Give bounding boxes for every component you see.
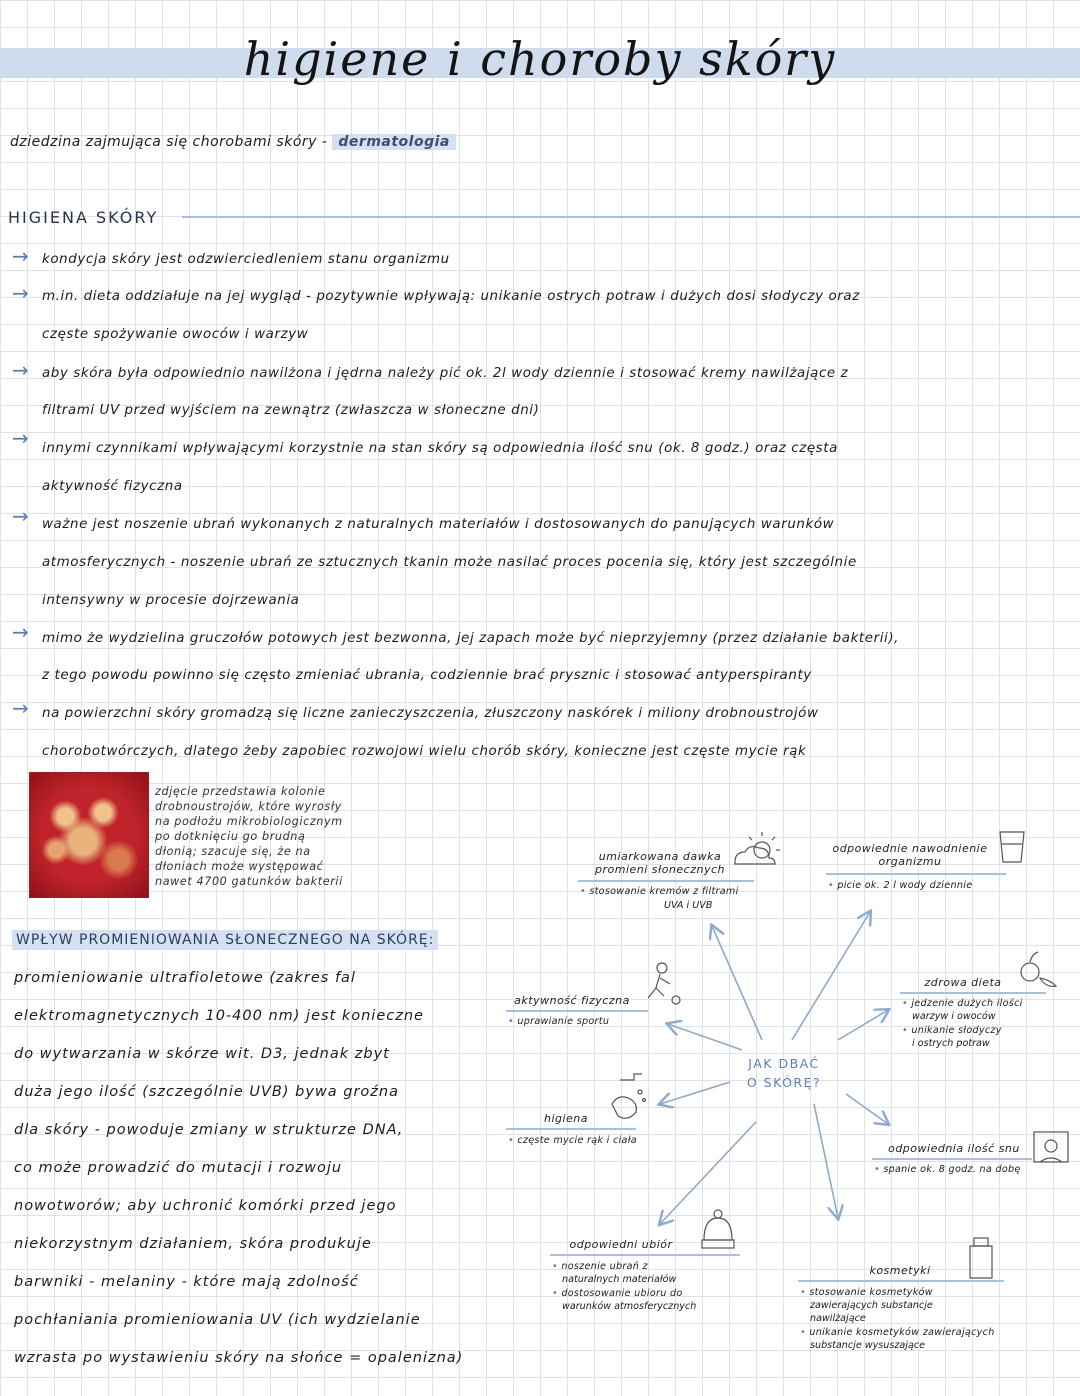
photo-caption-line: dłonią; szacuje się, że na	[155, 845, 311, 858]
hygiene-line: chorobotwórczych, dlatego żeby zapobiec rozwojowi wielu chorób skóry, konieczne jest częste mycie rąk	[42, 744, 807, 759]
node-water-title	[828, 842, 992, 868]
page-title: higiene i choroby skóry	[243, 32, 837, 86]
arrow-to-clothes	[660, 1122, 756, 1224]
node-clothes-item-cont: naturalnych materiałów	[562, 1274, 677, 1285]
sleep-icon	[1034, 1132, 1068, 1162]
uv-line: pochłaniania promieniowania UV (ich wydzielanie	[14, 1312, 421, 1328]
section-heading-hygiene: HIGIENA SKÓRY	[8, 208, 159, 227]
hygiene-line: kondycja skóry jest odzwierciedleniem stanu organizmu	[42, 252, 450, 267]
arrow-icon: →	[12, 281, 29, 305]
section-heading-uv: WPŁYW PROMIENIOWANIA SŁONECZNEGO NA SKÓRĘ:	[12, 930, 438, 950]
arrow-to-cosmetics	[814, 1104, 838, 1218]
node-rule	[506, 1128, 636, 1130]
node-rule	[578, 880, 754, 882]
node-clothes-item: • dostosowanie ubioru do	[552, 1288, 683, 1299]
photo-caption-line: drobnoustrojów, które wyrosły	[155, 800, 342, 813]
node-rule	[798, 1280, 1004, 1282]
uv-line: barwniki - melaniny - które mają zdolność	[14, 1274, 359, 1290]
node-sleep-item: • spanie ok. 8 godz. na dobę	[874, 1164, 1021, 1175]
uv-line: nowotworów; aby uchronić komórki przed jego	[14, 1198, 397, 1214]
uv-line: co może prowadzić do mutacji i rozwoju	[14, 1160, 343, 1176]
arrow-to-sleep	[846, 1094, 888, 1124]
node-activity-title: aktywność fizyczna	[514, 994, 630, 1007]
node-rule	[826, 873, 1006, 875]
node-hygiene-title: higiena	[543, 1112, 589, 1125]
arrow-icon: →	[12, 504, 29, 528]
arrow-to-hygiene	[660, 1082, 730, 1104]
hygiene-line: m.in. dieta oddziałuje na jej wygląd - pozytywnie wpływają: unikanie ostrych potraw i dużych dosi słodyczy oraz	[42, 289, 860, 304]
hygiene-line: aktywność fizyczna	[42, 479, 183, 494]
hygiene-line: filtrami UV przed wyjściem na zewnątrz (zwłaszcza w słoneczne dni)	[42, 403, 540, 418]
node-diet-item-cont: warzyw i owoców	[912, 1011, 996, 1022]
arrow-to-water	[792, 912, 870, 1040]
mindmap-center-line: O SKÓRĘ?	[746, 1075, 822, 1091]
node-cosmetics-item: • unikanie kosmetyków zawierających	[800, 1327, 995, 1338]
node-cosmetics-item-cont: zawierających substancje	[810, 1300, 933, 1311]
node-rule	[900, 992, 1046, 994]
intro-highlight: dermatologia	[332, 134, 455, 150]
photo-caption-line: na podłożu mikrobiologicznym	[155, 815, 343, 828]
node-clothes-item: • noszenie ubrań z	[552, 1261, 648, 1272]
node-diet-title: zdrowa dieta	[924, 976, 1002, 989]
hat-icon	[702, 1210, 734, 1248]
uv-line: dla skóry - powoduje zmiany w strukturze DNA,	[14, 1122, 404, 1138]
node-title-line: organizmu	[878, 855, 942, 868]
arrow-to-sun	[712, 926, 762, 1040]
node-water-item: • picie ok. 2 l wody dziennie	[828, 880, 972, 891]
hygiene-line: z tego powodu powinno się często zmieniać ubrania, codziennie brać prysznic i stosować antyperspiranty	[42, 668, 812, 683]
hygiene-line: ważne jest noszenie ubrań wykonanych z naturalnych materiałów i dostosowanych do panujących warunków	[42, 517, 835, 532]
uv-line: duża jego ilość (szczególnie UVB) bywa groźna	[14, 1084, 399, 1100]
uv-line: elektromagnetycznych 10-400 nm) jest konieczne	[14, 1008, 424, 1024]
photo-caption-line: po dotknięciu go brudną	[155, 830, 306, 843]
uv-line: promieniowanie ultrafioletowe (zakres fal	[14, 970, 356, 986]
node-diet-item: • unikanie słodyczy	[902, 1025, 1002, 1036]
hygiene-line: atmosferycznych - noszenie ubrań ze sztucznych tkanin może nasilać proces pocenia się, który jest szczególnie	[42, 555, 857, 570]
arrow-icon: →	[12, 426, 29, 450]
photo-caption-line: nawet 4700 gatunków bakterii	[155, 875, 343, 888]
arrow-to-diet	[838, 1010, 888, 1040]
hygiene-line: aby skóra była odpowiednio nawilżona i jędrna należy pić ok. 2l wody dziennie i stosować kremy nawilżające z	[42, 366, 849, 381]
photo-caption-line: zdjęcie przedstawia kolonie	[155, 785, 326, 798]
node-title-line: odpowiednie nawodnienie	[832, 842, 988, 855]
hygiene-line: częste spożywanie owoców i warzyw	[42, 327, 309, 342]
hygiene-line: innymi czynnikami wpływającymi korzystnie na stan skóry są odpowiednia ilość snu (ok. 8 godz.) oraz częsta	[42, 441, 838, 456]
node-rule	[550, 1254, 740, 1256]
node-title-line: umiarkowana dawka	[598, 850, 722, 863]
node-rule	[506, 1010, 648, 1012]
node-cosmetics-title: kosmetyki	[869, 1264, 931, 1277]
photo-caption-line: dłoniach może występować	[155, 860, 324, 873]
arrow-icon: →	[12, 358, 29, 382]
hygiene-line: mimo że wydzielina gruczołów potowych jest bezwonna, jej zapach może być nieprzyjemny (przez działanie bakterii),	[42, 631, 900, 646]
node-cosmetics-item-cont: substancje wysuszające	[810, 1340, 926, 1351]
bottle-icon	[970, 1238, 992, 1278]
node-activity-item: • uprawianie sportu	[508, 1016, 609, 1027]
node-diet-item-cont: i ostrych potraw	[912, 1038, 990, 1049]
hygiene-line: na powierzchni skóry gromadzą się liczne zanieczyszczenia, złuszczony naskórek i miliony drobnoustrojów	[42, 706, 819, 721]
node-clothes-title: odpowiedni ubiór	[569, 1238, 673, 1251]
uv-line: niekorzystnym działaniem, skóra produkuje	[14, 1236, 372, 1252]
glass-icon	[1000, 832, 1024, 862]
node-cosmetics-item: • stosowanie kosmetyków	[800, 1287, 933, 1298]
node-sleep-title: odpowiednia ilość snu	[888, 1142, 1020, 1155]
node-clothes-item-cont: warunków atmosferycznych	[562, 1301, 697, 1312]
node-cosmetics-item-cont: nawilżające	[810, 1313, 866, 1324]
intro-text: dziedzina zajmująca się chorobami skóry -	[10, 134, 333, 150]
arrow-icon: →	[12, 620, 29, 644]
mindmap-center-line: JAK DBAĆ	[748, 1056, 820, 1071]
node-title-line: promieni słonecznych	[595, 863, 725, 876]
uv-line: wzrasta po wystawieniu skóry na słońce = opalenizna)	[14, 1350, 464, 1366]
node-sun-item: • stosowanie kremów z filtrami	[580, 886, 739, 897]
hand-wash-icon	[612, 1074, 646, 1118]
node-diet-item: • jedzenie dużych ilości	[902, 998, 1023, 1009]
hygiene-line: intensywny w procesie dojrzewania	[42, 593, 300, 608]
node-sun-item-cont: UVA i UVB	[664, 900, 713, 911]
node-sun-title	[592, 850, 728, 876]
sun-cloud-icon	[735, 832, 780, 864]
fruit-icon	[1021, 952, 1056, 986]
node-hygiene-item: • częste mycie rąk i ciała	[508, 1135, 637, 1146]
runner-icon	[648, 963, 680, 1004]
arrow-icon: →	[12, 696, 29, 720]
arrow-to-activity	[668, 1024, 742, 1050]
uv-line: do wytwarzania w skórze wit. D3, jednak zbyt	[14, 1046, 390, 1062]
node-rule	[872, 1158, 1032, 1160]
arrow-icon: →	[12, 244, 29, 268]
mindmap-center	[724, 1054, 844, 1093]
